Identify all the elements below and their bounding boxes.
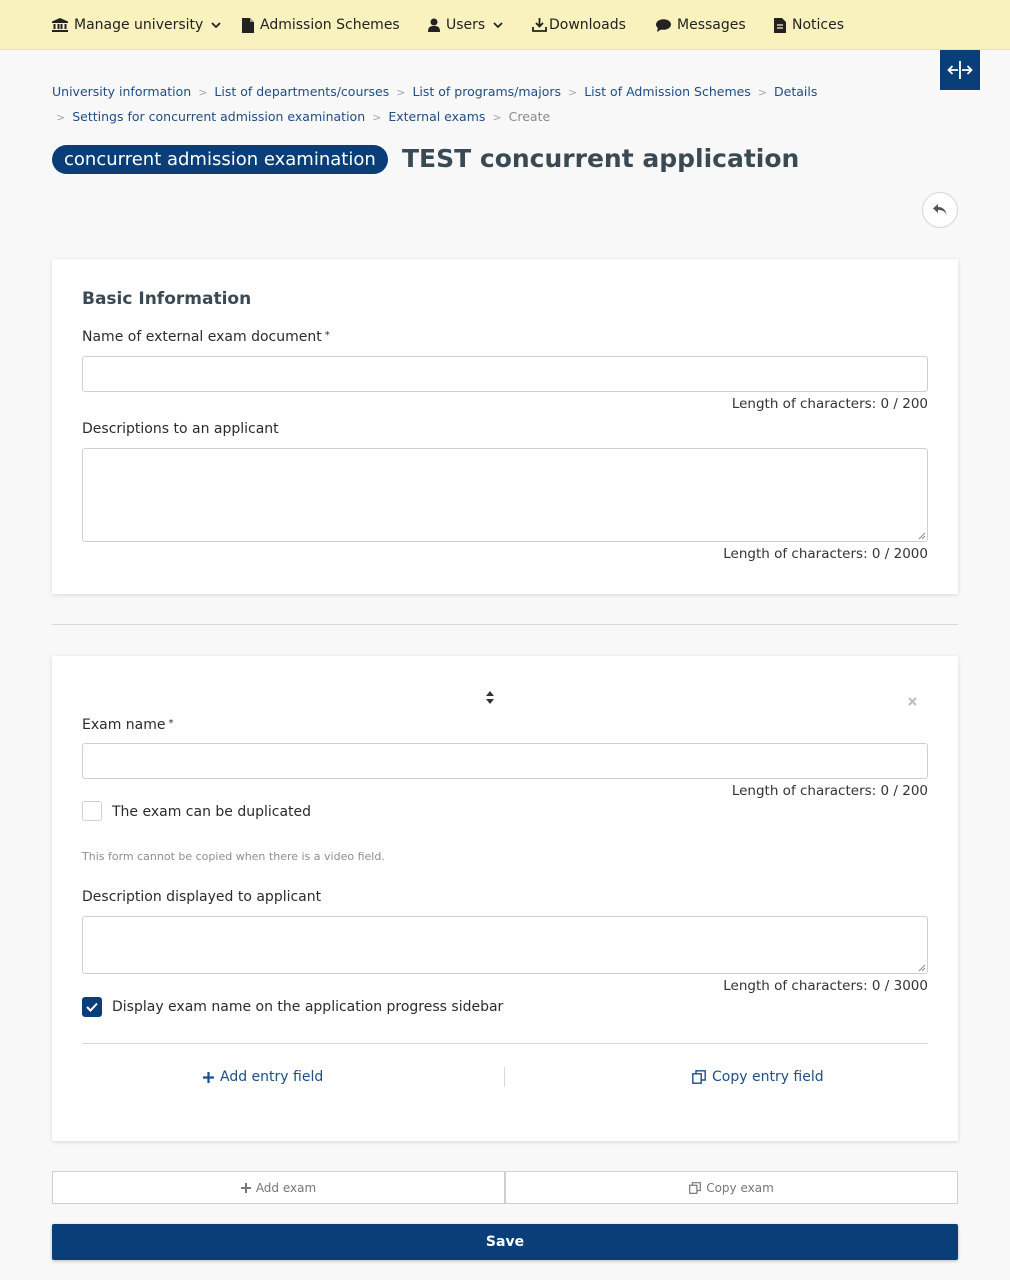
breadcrumb [52, 84, 817, 99]
breadcrumb-line-2 [52, 109, 550, 124]
basic-information-heading: Basic Information [82, 289, 252, 309]
required-mark: * [168, 718, 174, 729]
exam-card [52, 656, 958, 1141]
exam-description-label: Description displayed to applicant [82, 889, 322, 905]
copy-exam-label: Copy exam [706, 1180, 774, 1195]
page-title: TEST concurrent application [402, 144, 800, 173]
add-entry-field-label: Add entry field [220, 1069, 324, 1085]
exam-description-char-counter: Length of characters: 0 / 3000 [723, 978, 928, 994]
notice-document-icon [774, 18, 786, 33]
breadcrumb-separator: > [757, 86, 768, 99]
checkmark-icon [86, 1002, 98, 1012]
save-button[interactable]: Save [52, 1224, 958, 1260]
university-icon [52, 18, 68, 32]
copy-icon [692, 1070, 706, 1084]
breadcrumb-admission-schemes[interactable]: List of Admission Schemes [584, 84, 751, 99]
resize-grip-icon[interactable] [918, 964, 926, 972]
copy-entry-field-button[interactable] [692, 1069, 824, 1085]
exam-name-input[interactable] [82, 743, 928, 779]
reply-arrow-icon [933, 204, 947, 216]
copy-exam-button[interactable] [505, 1171, 958, 1204]
sidebar-display-label: Display exam name on the application progress sidebar [112, 999, 504, 1015]
breadcrumb-details[interactable]: Details [774, 84, 818, 99]
nav-admission-schemes[interactable] [242, 0, 400, 50]
copy-restriction-note: This form cannot be copied when there is a video field. [82, 850, 385, 863]
nav-messages[interactable] [656, 0, 746, 50]
back-button[interactable] [922, 192, 958, 228]
nav-downloads-label: Downloads [549, 17, 626, 33]
nav-manage-university[interactable] [52, 0, 221, 50]
plus-icon [241, 1183, 251, 1193]
breadcrumb-university-information[interactable]: University information [52, 84, 192, 99]
breadcrumb-separator: > [198, 86, 208, 99]
chat-bubble-icon [656, 19, 671, 32]
chevron-down-icon [493, 22, 503, 29]
add-exam-button[interactable] [52, 1171, 505, 1204]
plus-icon [203, 1072, 214, 1083]
download-icon [532, 18, 547, 32]
breadcrumb-separator: > [396, 86, 406, 99]
breadcrumb-external-exams[interactable]: External exams [388, 109, 486, 124]
required-mark: * [324, 330, 330, 341]
document-icon [242, 18, 254, 33]
basic-information-card [52, 259, 958, 594]
exam-description-textarea[interactable] [82, 916, 928, 974]
actions-vertical-divider [504, 1067, 505, 1087]
document-name-label-text: Name of external exam document [82, 329, 322, 345]
scheme-type-badge: concurrent admission examination [52, 145, 388, 174]
breadcrumb-current-create: Create [508, 109, 551, 124]
nav-admission-schemes-label: Admission Schemes [260, 17, 400, 33]
add-entry-field-button[interactable] [203, 1069, 323, 1085]
section-divider [52, 624, 958, 625]
exam-name-label [82, 717, 174, 733]
applicant-description-textarea[interactable] [82, 448, 928, 542]
expand-width-toggle-button[interactable] [940, 50, 980, 90]
nav-messages-label: Messages [677, 17, 746, 33]
arrows-horizontal-icon [947, 60, 973, 80]
duplicate-exam-label: The exam can be duplicated [112, 804, 312, 820]
breadcrumb-separator: > [56, 111, 66, 124]
nav-users[interactable] [428, 0, 503, 50]
document-name-label [82, 329, 330, 345]
actions-divider [82, 1043, 928, 1044]
drag-sort-handle-icon[interactable] [486, 691, 494, 704]
breadcrumb-programs[interactable]: List of programs/majors [412, 84, 561, 99]
breadcrumb-departments[interactable]: List of departments/courses [214, 84, 390, 99]
breadcrumb-separator: > [568, 86, 578, 99]
copy-entry-field-label: Copy entry field [712, 1069, 824, 1085]
document-name-input[interactable] [82, 356, 928, 392]
nav-notices-label: Notices [792, 17, 845, 33]
exam-name-char-counter: Length of characters: 0 / 200 [731, 783, 928, 799]
nav-downloads[interactable] [532, 0, 626, 50]
applicant-description-label: Descriptions to an applicant [82, 421, 279, 437]
top-navigation-bar [0, 0, 1010, 50]
user-icon [428, 18, 440, 32]
chevron-down-icon [211, 22, 221, 29]
nav-users-label: Users [446, 17, 486, 33]
nav-manage-university-label: Manage university [74, 17, 204, 33]
applicant-description-char-counter: Length of characters: 0 / 2000 [723, 546, 928, 562]
nav-notices[interactable] [774, 0, 844, 50]
document-name-char-counter: Length of characters: 0 / 200 [731, 396, 928, 412]
add-exam-label: Add exam [255, 1180, 317, 1195]
duplicate-exam-checkbox[interactable] [82, 801, 102, 821]
breadcrumb-separator: > [372, 111, 382, 124]
sidebar-display-checkbox[interactable] [82, 997, 102, 1017]
breadcrumb-concurrent-settings[interactable]: Settings for concurrent admission examination [72, 109, 366, 124]
exam-name-label-text: Exam name [82, 717, 166, 733]
copy-icon [689, 1182, 701, 1194]
close-icon[interactable] [908, 697, 917, 706]
resize-grip-icon[interactable] [918, 532, 926, 540]
breadcrumb-separator: > [492, 111, 502, 124]
